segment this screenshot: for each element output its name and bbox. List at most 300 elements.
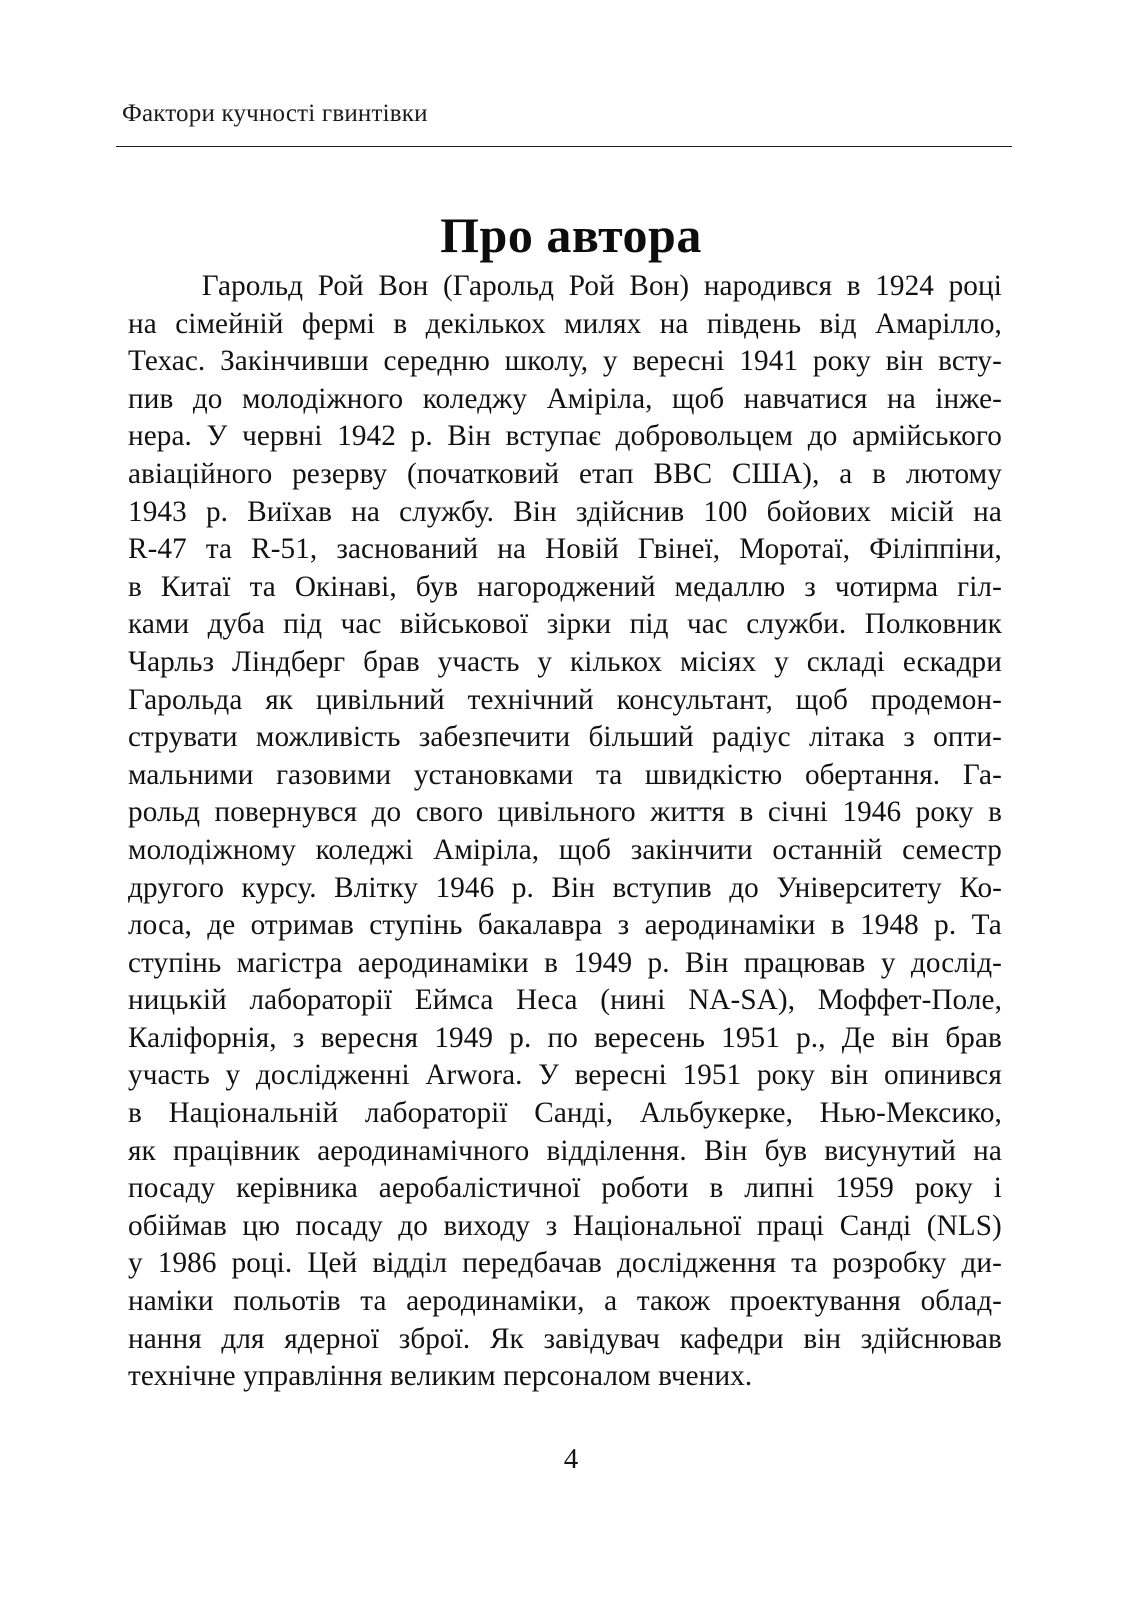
body-word: у [774, 645, 789, 678]
body-word: опинився [884, 1059, 1002, 1092]
body-line [128, 794, 1002, 832]
body-word: аеродинаміки, [406, 1285, 585, 1318]
body-word: аеробалістичної [378, 1172, 581, 1205]
body-word: лабораторії [249, 984, 393, 1017]
body-word: до [807, 420, 838, 453]
body-word: 1949 [434, 1021, 494, 1054]
body-word: в [393, 307, 408, 340]
body-word: середню [383, 345, 490, 378]
body-word: липні [744, 1172, 815, 1205]
body-line [128, 907, 1002, 945]
body-word: як [265, 683, 294, 716]
running-header-text: Фактори кучності гвинтівки [122, 100, 428, 127]
body-word: Окінаві, [294, 570, 397, 603]
body-word: Санді, [534, 1097, 614, 1130]
body-word: милях [564, 307, 642, 340]
body-word: літака [808, 721, 885, 754]
body-word: Влітку [334, 871, 419, 904]
body-word: здійснив [575, 495, 685, 528]
body-word: р., [796, 1021, 826, 1054]
paragraph-indent [128, 268, 187, 306]
body-word: в [988, 796, 1002, 829]
body-line [128, 1133, 1002, 1171]
body-line [128, 494, 1002, 532]
body-word: бакалавра [477, 909, 603, 942]
body-word: гіл- [957, 570, 1002, 603]
body-word: ками [128, 608, 190, 641]
body-word: висунутий [824, 1134, 956, 1167]
running-header [122, 100, 1012, 128]
body-word: в [830, 909, 845, 942]
body-word: польотів [233, 1285, 341, 1318]
body-line [128, 531, 1002, 569]
body-word: ди- [961, 1247, 1002, 1280]
body-word: цю [242, 1209, 281, 1242]
body-word: в [709, 1172, 724, 1205]
body-line [128, 1283, 1002, 1321]
body-word: армійського [852, 420, 1002, 453]
body-word: участь [437, 645, 520, 678]
body-word: Він [447, 420, 491, 453]
body-word: забезпечити [418, 721, 571, 754]
body-line [128, 381, 1002, 419]
body-word: лабораторії [364, 1097, 508, 1130]
body-word: вступає [505, 420, 601, 453]
body-word: Де [841, 1021, 876, 1054]
body-word: життя [650, 796, 726, 829]
body-word: консультант, [616, 683, 773, 716]
body-word: нера. [128, 420, 192, 453]
body-word: кількох [570, 645, 663, 678]
body-word: працівник [173, 1134, 300, 1167]
body-word: року [914, 1172, 973, 1205]
body-word: та [205, 533, 233, 566]
body-word: на [128, 307, 157, 340]
body-line [128, 1170, 1002, 1208]
body-word: інже- [935, 382, 1002, 415]
body-word: молодіжному [128, 833, 296, 866]
body-word: 1948 [860, 909, 919, 942]
body-word: коледжі [315, 833, 414, 866]
body-word: Моффет-Поле, [817, 984, 1002, 1017]
body-word: року [915, 796, 974, 829]
body-word: декількох [425, 307, 546, 340]
body-word: в [739, 796, 754, 829]
body-word: можливість [255, 721, 401, 754]
body-word: 1943 [128, 495, 187, 528]
body-word: р. [647, 946, 670, 979]
body-word: військової [399, 608, 529, 641]
body-word: Рой [317, 270, 364, 302]
body-word: ступінь [369, 909, 463, 942]
body-word: та [360, 1285, 387, 1318]
body-line [128, 1321, 1002, 1359]
body-word: обертання. [804, 758, 941, 791]
body-line [128, 757, 1002, 795]
body-word: щоб [795, 683, 848, 716]
body-word: свого [415, 796, 484, 829]
body-word: Університету [776, 871, 942, 904]
body-word: як [128, 1134, 156, 1167]
body-word: для [221, 1322, 265, 1355]
body-word: брав [363, 645, 420, 678]
body-word: р. [934, 909, 957, 942]
body-line [128, 719, 1002, 757]
body-word: Альбукерке, [639, 1097, 793, 1130]
body-word: з [804, 570, 816, 603]
body-word: Гвінеї, [637, 533, 721, 566]
body-word: Він [685, 946, 729, 979]
body-word: другого [128, 871, 225, 904]
body-word: аеродинамічного [317, 1134, 530, 1167]
body-word: в [128, 570, 142, 603]
body-word: 1941 [739, 345, 799, 378]
body-word: Моротаї, [739, 533, 851, 566]
body-word: дослідженні [255, 1059, 410, 1092]
body-word: народився [703, 270, 833, 302]
body-word: Амарілло, [874, 307, 1002, 340]
body-word: під [283, 608, 323, 641]
body-word: на [351, 495, 380, 528]
body-word: нагороджений [477, 570, 656, 603]
body-word: р. [509, 1021, 532, 1054]
body-word: час [686, 608, 728, 641]
body-word: до [729, 871, 759, 904]
page-title: Про автора [440, 206, 702, 263]
body-word: наміки [128, 1285, 214, 1318]
body-word: в [872, 457, 887, 490]
body-paragraph [128, 268, 1002, 1396]
body-word: ницькій [128, 984, 227, 1017]
body-word: Закінчивши [220, 345, 369, 378]
body-word: під [629, 608, 669, 641]
body-word: Ко- [959, 871, 1002, 904]
body-word: опти- [933, 721, 1002, 754]
body-word: участь [128, 1059, 210, 1092]
body-word: 100 [703, 495, 748, 528]
body-word: закінчити [630, 833, 753, 866]
body-word: у [880, 946, 896, 979]
body-word: Санді [839, 1209, 912, 1242]
body-word: відділ [372, 1247, 448, 1280]
body-word: R-51, [251, 533, 318, 566]
body-word: був [764, 1134, 808, 1167]
body-word: останній [772, 833, 883, 866]
body-word: авіаційного [128, 457, 273, 490]
body-word: 1986 [157, 1247, 217, 1280]
body-word: та [249, 570, 276, 603]
body-word: вересень [594, 1021, 705, 1054]
body-word: радіус [712, 721, 791, 754]
body-word: 1942 [337, 420, 396, 453]
body-word: коледжу [422, 382, 528, 415]
body-word: проектування [729, 1285, 901, 1318]
body-word: NA-SA), [688, 984, 796, 1017]
body-word: сімейній [175, 307, 284, 340]
body-word: вересні [632, 345, 725, 378]
body-word: Він [551, 871, 595, 904]
body-word: в [544, 946, 558, 979]
body-word: здійснював [860, 1322, 1002, 1355]
body-word: рольд [128, 796, 201, 829]
body-word: 1924 [875, 270, 934, 302]
body-word: вступив [612, 871, 712, 904]
body-word: січні [767, 796, 828, 829]
body-word: був [415, 570, 459, 603]
body-word: роботи [601, 1172, 689, 1205]
body-line [128, 1057, 1002, 1095]
body-word: технічний [467, 683, 594, 716]
body-word: бойових [766, 495, 872, 528]
body-word: обіймав [128, 1209, 227, 1242]
body-word: служби. [746, 608, 847, 641]
body-word: установками [413, 758, 574, 791]
body-word: на [887, 382, 916, 415]
body-line [128, 832, 1002, 870]
body-word: складі [806, 645, 885, 678]
body-word: та [596, 758, 623, 791]
body-word: він [830, 1059, 869, 1092]
body-word: на [659, 307, 689, 340]
body-word: до [371, 796, 402, 829]
body-word: Виїхав [247, 495, 332, 528]
body-word: дуба [207, 608, 265, 641]
body-word: брав [945, 1021, 1002, 1054]
body-word: завідувач [543, 1322, 661, 1355]
body-word: нання [128, 1322, 202, 1355]
body-word: R-47 [128, 533, 187, 566]
body-word: він [803, 1322, 842, 1355]
body-word: ескадри [902, 645, 1002, 678]
body-word: струвати [128, 721, 238, 754]
body-word: магістра [236, 946, 343, 979]
body-word: час [340, 608, 382, 641]
body-word: року [756, 1059, 815, 1092]
body-word: заснований [336, 533, 479, 566]
body-word: Як [489, 1322, 524, 1355]
body-word: на [497, 533, 527, 566]
body-word: Техас. [128, 345, 206, 378]
body-word: в [846, 270, 861, 302]
body-word: Аміріла, [546, 382, 653, 415]
body-line [128, 306, 1002, 344]
body-word: він [885, 345, 924, 378]
body-word: резерву [292, 457, 388, 490]
body-word: 1959 [835, 1172, 894, 1205]
body-word: етап [579, 457, 634, 490]
body-word: аеродинаміки [357, 946, 529, 979]
body-word: до [192, 382, 223, 415]
header-divider-rule [116, 146, 1012, 147]
body-word: (нині [600, 984, 666, 1017]
body-word: керівника [236, 1172, 358, 1205]
body-word: на [973, 495, 1002, 528]
body-line [128, 418, 1002, 456]
body-word: і [993, 1172, 1002, 1205]
body-word: 1951 [721, 1021, 780, 1054]
body-word: кафедри [679, 1322, 784, 1355]
body-word: Чарльз [128, 645, 215, 678]
body-word: вересня [320, 1021, 419, 1054]
body-word: облад- [920, 1285, 1002, 1318]
body-line [128, 569, 1002, 607]
body-word: Аміріла, [433, 833, 540, 866]
body-word: дослід- [910, 946, 1002, 979]
body-word: щоб [558, 833, 612, 866]
body-line [128, 268, 1002, 306]
body-word: з [903, 721, 915, 754]
body-word: на [973, 1134, 1002, 1167]
body-word: працював [743, 946, 866, 979]
body-word: курсу. [241, 871, 317, 904]
body-word: Arwora. [425, 1059, 523, 1092]
body-word: 1949 [573, 946, 633, 979]
body-word: (Гарольд [442, 270, 555, 302]
body-word: 1946 [435, 871, 495, 904]
body-word: році. [231, 1247, 293, 1280]
body-word: цивільний [315, 683, 445, 716]
body-word: пив [128, 382, 174, 415]
body-word: щоб [672, 382, 725, 415]
body-word: Полковник [864, 608, 1002, 641]
body-line [128, 644, 1002, 682]
body-word: та [791, 1247, 818, 1280]
body-word: він [891, 1021, 930, 1054]
body-word: розробку [832, 1247, 947, 1280]
body-word: швидкістю [644, 758, 783, 791]
body-word: Та [971, 909, 1002, 942]
body-word: року [812, 345, 871, 378]
body-word: Нью-Мексико, [819, 1097, 1002, 1130]
body-word: (NLS) [926, 1209, 1002, 1242]
body-word: місіях [679, 645, 757, 678]
body-word: в [128, 1097, 142, 1130]
body-word: Га- [962, 758, 1002, 791]
body-word: добровольцем [615, 420, 794, 453]
body-word: Він [513, 495, 557, 528]
body-word: медаллю [674, 570, 786, 603]
body-word: праці [756, 1209, 825, 1242]
body-word: цивільного [497, 796, 636, 829]
body-word: до [398, 1209, 428, 1242]
body-word: Він [703, 1134, 748, 1167]
body-word: Гарольд [201, 270, 304, 302]
body-line [128, 870, 1002, 908]
body-word: з [617, 909, 630, 942]
body-word: Ліндберг [232, 645, 346, 678]
body-word: мальними [128, 758, 254, 791]
body-word: а [604, 1285, 618, 1318]
body-word: більший [588, 721, 694, 754]
body-word: у [602, 345, 618, 378]
body-word: лоса, [128, 909, 192, 942]
body-word: південь [706, 307, 802, 340]
body-word: Новій [545, 533, 619, 566]
page-number: 4 [563, 1443, 579, 1475]
body-word: у [225, 1059, 241, 1092]
body-word: Китаї [160, 570, 231, 603]
body-word: США), [731, 457, 820, 490]
body-word: У [538, 1059, 559, 1092]
body-word: ядерної [284, 1322, 380, 1355]
body-word: продемон- [870, 683, 1002, 716]
body-word: р. [511, 871, 534, 904]
body-word: Гарольда [128, 683, 243, 716]
body-word: зірки [546, 608, 612, 641]
body-word: повернувся [214, 796, 358, 829]
body-word: по [547, 1021, 578, 1054]
body-line: технічне управління великим персоналом вчених. [128, 1360, 753, 1393]
body-word: 1946 [842, 796, 902, 829]
body-word: семестр [902, 833, 1002, 866]
body-word: від [819, 307, 857, 340]
body-word: Вон) [629, 270, 690, 302]
body-word: школу, [504, 345, 589, 378]
body-word: аеродинаміки [644, 909, 816, 942]
body-word: газовими [276, 758, 392, 791]
body-line [128, 682, 1002, 720]
body-line [128, 1245, 1002, 1283]
body-word: Національній [168, 1097, 339, 1130]
body-word: службу. [399, 495, 495, 528]
body-word: Рой [568, 270, 615, 302]
body-word: також [636, 1285, 711, 1318]
body-word: з [292, 1021, 305, 1054]
body-line [128, 343, 1002, 381]
body-word: р. [410, 420, 433, 453]
body-word: передбачав [462, 1247, 602, 1280]
body-line [128, 982, 1002, 1020]
body-word: Цей [307, 1247, 358, 1280]
body-word: місій [890, 495, 954, 528]
body-word: фермі [301, 307, 375, 340]
body-line [128, 1020, 1002, 1058]
body-word: зброї. [398, 1322, 471, 1355]
body-word: всту- [938, 345, 1002, 378]
body-word: У [206, 420, 228, 453]
body-line [128, 945, 1002, 983]
body-word: з [545, 1209, 558, 1242]
body-word: навчатися [743, 382, 868, 415]
body-word: Національної [572, 1209, 742, 1242]
body-word: вересні [574, 1059, 667, 1092]
body-line [128, 1095, 1002, 1133]
body-word: Вон [378, 270, 429, 302]
body-word: у [537, 645, 553, 678]
body-word: де [207, 909, 236, 942]
body-word: лютому [905, 457, 1002, 490]
body-line [128, 456, 1002, 494]
body-word: посаду [128, 1172, 216, 1205]
body-word: виходу [443, 1209, 531, 1242]
body-word: ВВС [653, 457, 713, 490]
body-word: дослідження [616, 1247, 777, 1280]
body-word: відділення. [546, 1134, 687, 1167]
body-word: Каліфорнія, [128, 1021, 277, 1054]
body-line [128, 1208, 1002, 1246]
body-word: червні [242, 420, 323, 453]
body-word: (початковий [406, 457, 560, 490]
body-word: Філіппіни, [869, 533, 1002, 566]
body-word: р. [205, 495, 229, 528]
body-word: а [839, 457, 853, 490]
body-word: чотирма [834, 570, 939, 603]
body-word: ступінь [128, 946, 222, 979]
body-word: отримав [250, 909, 354, 942]
body-word: Неса [516, 984, 578, 1017]
body-word: посаду [295, 1209, 383, 1242]
body-word: році [948, 270, 1002, 302]
